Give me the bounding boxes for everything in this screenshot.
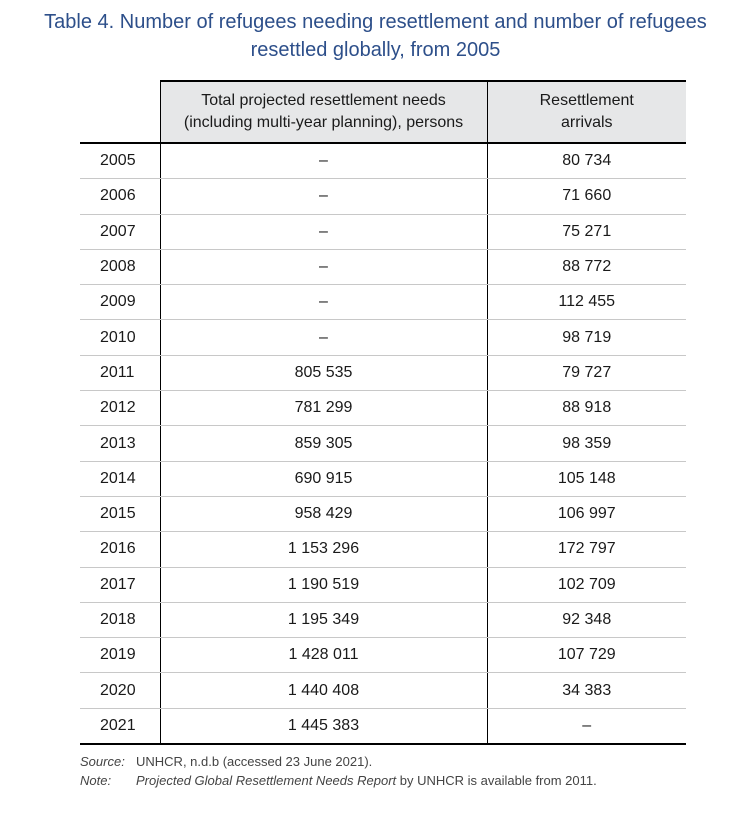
header-arrivals: [487, 81, 686, 143]
table-row: [80, 214, 686, 249]
header-needs-line2: (including multi-year planning), persons: [183, 114, 464, 131]
table-row: [80, 532, 686, 567]
table-row: [80, 496, 686, 531]
needs-cell: 690 915: [160, 461, 487, 496]
needs-cell: –: [160, 320, 487, 355]
note-report-title: Projected Global Resettlement Needs Report: [136, 773, 397, 788]
table-title: [0, 8, 751, 64]
needs-cell: 958 429: [160, 496, 487, 531]
arrivals-cell: 98 359: [487, 426, 686, 461]
needs-cell: –: [160, 179, 487, 214]
year-cell: 2005: [80, 143, 160, 179]
year-cell: 2010: [80, 320, 160, 355]
arrivals-cell: 102 709: [487, 567, 686, 602]
needs-cell: –: [160, 214, 487, 249]
arrivals-cell: 112 455: [487, 285, 686, 320]
arrivals-cell: 88 772: [487, 249, 686, 284]
arrivals-cell: 107 729: [487, 638, 686, 673]
table-row: [80, 355, 686, 390]
table-row: [80, 143, 686, 179]
arrivals-cell: 79 727: [487, 355, 686, 390]
needs-cell: –: [160, 143, 487, 179]
table-row: [80, 391, 686, 426]
table-row: [80, 249, 686, 284]
needs-cell: 1 428 011: [160, 638, 487, 673]
table-row: [80, 567, 686, 602]
arrivals-cell: 75 271: [487, 214, 686, 249]
arrivals-cell: 92 348: [487, 602, 686, 637]
needs-cell: –: [160, 249, 487, 284]
header-year: [80, 81, 160, 143]
arrivals-cell: 34 383: [487, 673, 686, 708]
year-cell: 2020: [80, 673, 160, 708]
arrivals-cell: 71 660: [487, 179, 686, 214]
header-arrivals-line1: Resettlement: [539, 92, 634, 109]
table-row: [80, 602, 686, 637]
year-cell: 2013: [80, 426, 160, 461]
arrivals-cell: 88 918: [487, 391, 686, 426]
arrivals-cell: 80 734: [487, 143, 686, 179]
table-row: [80, 638, 686, 673]
note-rest: by UNHCR is available from 2011.: [396, 773, 597, 788]
needs-cell: 1 440 408: [160, 673, 487, 708]
year-cell: 2009: [80, 285, 160, 320]
arrivals-cell: 106 997: [487, 496, 686, 531]
year-cell: 2012: [80, 391, 160, 426]
needs-cell: 805 535: [160, 355, 487, 390]
year-cell: 2007: [80, 214, 160, 249]
source-label: Source:: [80, 754, 125, 769]
arrivals-cell: –: [487, 708, 686, 744]
year-cell: 2021: [80, 708, 160, 744]
year-cell: 2016: [80, 532, 160, 567]
table-row: [80, 708, 686, 744]
header-needs: [160, 81, 487, 143]
note-text: [136, 771, 597, 790]
arrivals-cell: 98 719: [487, 320, 686, 355]
table-row: [80, 426, 686, 461]
resettlement-table: [80, 80, 686, 745]
table-title-line2: resettled globally, from 2005: [250, 39, 501, 61]
year-cell: 2015: [80, 496, 160, 531]
table-row: [80, 461, 686, 496]
table-row: [80, 285, 686, 320]
needs-cell: 859 305: [160, 426, 487, 461]
needs-cell: 1 190 519: [160, 567, 487, 602]
table-row: [80, 673, 686, 708]
header-row: [80, 81, 686, 143]
arrivals-cell: 172 797: [487, 532, 686, 567]
year-cell: 2014: [80, 461, 160, 496]
table-body: [80, 143, 686, 744]
arrivals-cell: 105 148: [487, 461, 686, 496]
note-line: [80, 771, 597, 790]
table-row: [80, 179, 686, 214]
year-cell: 2011: [80, 355, 160, 390]
year-cell: 2017: [80, 567, 160, 602]
needs-cell: 781 299: [160, 391, 487, 426]
year-cell: 2019: [80, 638, 160, 673]
source-text: UNHCR, n.d.b (accessed 23 June 2021).: [136, 754, 373, 769]
year-cell: 2018: [80, 602, 160, 637]
table-title-line1: Table 4. Number of refugees needing resettlement and number of refugees: [44, 11, 707, 33]
needs-cell: 1 195 349: [160, 602, 487, 637]
needs-cell: –: [160, 285, 487, 320]
data-table-container: [80, 80, 686, 745]
needs-cell: 1 153 296: [160, 532, 487, 567]
needs-cell: 1 445 383: [160, 708, 487, 744]
year-cell: 2008: [80, 249, 160, 284]
table-row: [80, 320, 686, 355]
source-line: [80, 752, 597, 771]
year-cell: 2006: [80, 179, 160, 214]
table-notes: [80, 752, 597, 790]
note-label: Note:: [80, 773, 112, 788]
header-needs-line1: Total projected resettlement needs: [201, 92, 446, 109]
header-arrivals-line2: arrivals: [560, 114, 613, 131]
